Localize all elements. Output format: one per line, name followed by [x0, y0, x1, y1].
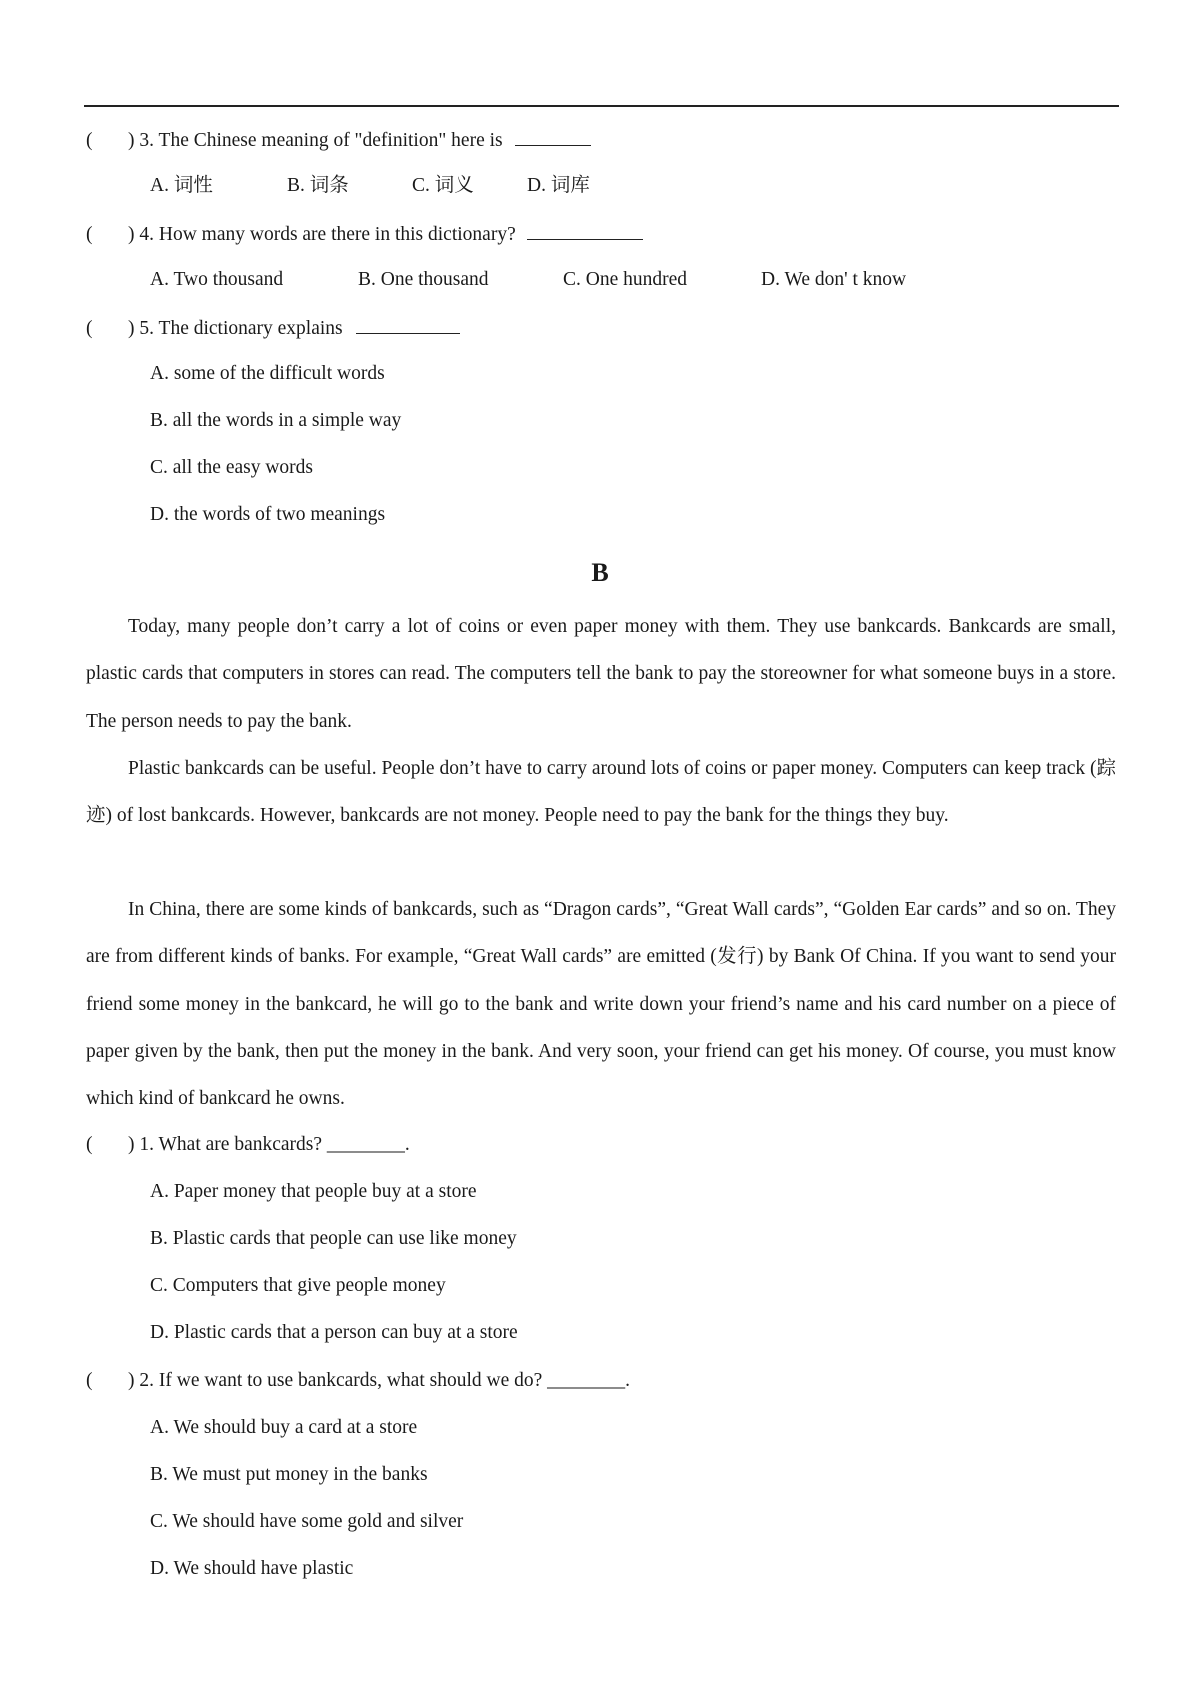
b2-option-c: C. We should have some gold and silver [150, 1511, 464, 1532]
question-stem: The dictionary explains [158, 318, 343, 339]
q5-option-d: D. the words of two meanings [150, 504, 386, 525]
question-stem: How many words are there in this dictionary? [158, 224, 516, 245]
question-b2: ( ) 2. If we want to use bankcards, what should we do? ________. [86, 1370, 631, 1391]
answer-blank [515, 127, 591, 146]
q3-option-b: B. 词条 [287, 175, 349, 196]
answer-paren: ( [86, 130, 93, 151]
answer-paren: ( [86, 1370, 93, 1391]
q3-option-c: C. 词义 [412, 175, 474, 196]
passage-paragraph-3: In China, there are some kinds of bankcards, such as “Dragon cards”, “Great Wall cards”, “Golden Ear cards” and so on. They are from different kinds of banks. For example, “Great Wall cards” are emitted (发行) by Bank Of China. If you want to send your friend some money in the bankcard, he will go to the bank and write down your friend’s name and his card number on a piece of paper given by the bank, then put the money in the bank. And very soon, your friend can get his money. Of course, you must know which kind of bankcard he owns. [86, 899, 1116, 1110]
question-5: ( ) 5. The dictionary explains [86, 315, 460, 341]
passage-paragraph-1: Today, many people don’t carry a lot of coins or even paper money with them. They use bankcards. Bankcards are small, plastic cards that computers in stores can read. The computers tell the bank to pay the storeowner for what someone buys in a store. The person needs to pay the bank. [86, 616, 1116, 732]
q4-option-a: A. Two thousand [150, 269, 284, 290]
answer-paren: ( [86, 1134, 93, 1155]
q4-option-d: D. We don' t know [761, 269, 907, 290]
b1-option-c: C. Computers that give people money [150, 1275, 446, 1296]
b1-option-d: D. Plastic cards that a person can buy at a store [150, 1322, 518, 1343]
answer-blank [356, 315, 460, 334]
b2-option-b: B. We must put money in the banks [150, 1464, 428, 1485]
b1-option-a: A. Paper money that people buy at a store [150, 1181, 477, 1202]
b1-option-b: B. Plastic cards that people can use like money [150, 1228, 517, 1249]
section-title: B [591, 558, 609, 587]
question-b1: ( ) 1. What are bankcards? ________. [86, 1134, 410, 1155]
b2-option-d: D. We should have plastic [150, 1558, 354, 1579]
question-stem: The Chinese meaning of "definition" here is [158, 130, 503, 151]
answer-paren: ( [86, 224, 93, 245]
passage-paragraph-2: Plastic bankcards can be useful. People don’t have to carry around lots of coins or paper money. Computers can keep track (踪迹) of lost bankcards. However, bankcards are not money. People need to pay the bank for the things they buy. [86, 758, 1116, 827]
question-stem: What are bankcards? ________. [158, 1134, 410, 1155]
answer-blank [527, 221, 643, 240]
q4-option-b: B. One thousand [358, 269, 489, 290]
q5-option-c: C. all the easy words [150, 457, 314, 478]
b2-option-a: A. We should buy a card at a store [150, 1417, 418, 1438]
answer-paren: ( [86, 318, 93, 339]
q3-option-d: D. 词库 [527, 175, 590, 196]
question-stem: If we want to use bankcards, what should we do? ________. [158, 1370, 631, 1391]
question-4: ( ) 4. How many words are there in this dictionary? [86, 221, 643, 247]
header-rule [84, 105, 1119, 107]
q4-option-c: C. One hundred [563, 269, 688, 290]
question-3: ( ) 3. The Chinese meaning of "definition" here is [86, 127, 591, 153]
q5-option-a: A. some of the difficult words [150, 363, 385, 384]
q5-option-b: B. all the words in a simple way [150, 410, 402, 431]
q3-option-a: A. 词性 [150, 175, 213, 196]
